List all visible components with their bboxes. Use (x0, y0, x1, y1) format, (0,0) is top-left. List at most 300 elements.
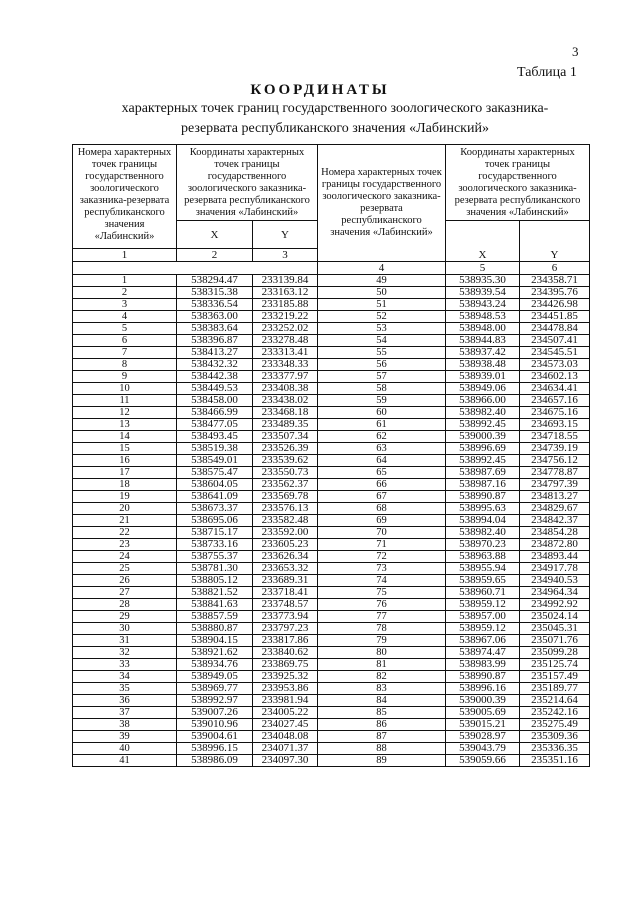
table-row (73, 731, 590, 743)
cell-n2: 69 (318, 515, 446, 527)
cell-y1: 234071.37 (253, 743, 318, 755)
x-axis-label-left: X (177, 221, 253, 249)
cell-x2: 538987.16 (446, 479, 520, 491)
cell-x1: 538992.97 (177, 695, 253, 707)
cell-y2: 234739.19 (520, 443, 590, 455)
cell-x1: 538996.15 (177, 743, 253, 755)
table-row (73, 671, 590, 683)
cell-y2: 234797.39 (520, 479, 590, 491)
cell-y2: 234813.27 (520, 491, 590, 503)
cell-n2: 56 (318, 359, 446, 371)
cell-y2: 234693.15 (520, 419, 590, 431)
table-row (73, 623, 590, 635)
cell-y1: 233953.86 (253, 683, 318, 695)
cell-y1: 233925.32 (253, 671, 318, 683)
cell-n1: 20 (73, 503, 177, 515)
cell-n2: 59 (318, 395, 446, 407)
table-row (73, 455, 590, 467)
cell-n2: 70 (318, 527, 446, 539)
cell-y1: 233773.94 (253, 611, 318, 623)
cell-n2: 55 (318, 347, 446, 359)
cell-y2: 234718.55 (520, 431, 590, 443)
cell-x2: 538959.65 (446, 575, 520, 587)
table-row (73, 635, 590, 647)
table-row (73, 347, 590, 359)
cell-y1: 233348.33 (253, 359, 318, 371)
cell-y1: 233408.38 (253, 383, 318, 395)
cell-y1: 233550.73 (253, 467, 318, 479)
cell-x1: 538493.45 (177, 431, 253, 443)
cell-x1: 538575.47 (177, 467, 253, 479)
cell-y2: 235071.76 (520, 635, 590, 647)
point-number-header-right: Номера характерных точек границы государственного зоологического заказника-резервата республиканского значения «Лабинский» (318, 145, 446, 262)
cell-n2: 71 (318, 539, 446, 551)
cell-y2: 234940.53 (520, 575, 590, 587)
cell-y2: 235045.31 (520, 623, 590, 635)
cell-x2: 538944.83 (446, 335, 520, 347)
cell-y2: 234842.37 (520, 515, 590, 527)
cell-n1: 25 (73, 563, 177, 575)
table-row (73, 275, 590, 287)
cell-x2: 538987.69 (446, 467, 520, 479)
cell-y2: 234358.71 (520, 275, 590, 287)
cell-n2: 68 (318, 503, 446, 515)
cell-x2: 538939.54 (446, 287, 520, 299)
cell-x1: 538673.37 (177, 503, 253, 515)
cell-y1: 233592.00 (253, 527, 318, 539)
table-row (73, 503, 590, 515)
cell-x1: 538857.59 (177, 611, 253, 623)
cell-y2: 234451.85 (520, 311, 590, 323)
cell-y1: 233869.75 (253, 659, 318, 671)
cell-n2: 84 (318, 695, 446, 707)
cell-x2: 538992.45 (446, 455, 520, 467)
cell-x1: 538841.63 (177, 599, 253, 611)
cell-y2: 235099.28 (520, 647, 590, 659)
cell-y2: 234545.51 (520, 347, 590, 359)
cell-n2: 82 (318, 671, 446, 683)
cell-y2: 234829.67 (520, 503, 590, 515)
cell-x1: 538733.16 (177, 539, 253, 551)
table-row (73, 551, 590, 563)
cell-x2: 538948.00 (446, 323, 520, 335)
cell-n2: 80 (318, 647, 446, 659)
cell-y1: 233840.62 (253, 647, 318, 659)
cell-n1: 1 (73, 275, 177, 287)
cell-n2: 79 (318, 635, 446, 647)
cell-x2: 538938.48 (446, 359, 520, 371)
table-row (73, 719, 590, 731)
cell-y2: 234917.78 (520, 563, 590, 575)
cell-y1: 234005.22 (253, 707, 318, 719)
cell-n2: 67 (318, 491, 446, 503)
col-number-1: 1 (73, 249, 177, 262)
cell-n1: 28 (73, 599, 177, 611)
cell-y1: 233981.94 (253, 695, 318, 707)
cell-x1: 539004.61 (177, 731, 253, 743)
cell-x2: 538935.30 (446, 275, 520, 287)
cell-x1: 539010.96 (177, 719, 253, 731)
cell-x1: 538442.38 (177, 371, 253, 383)
table-row (73, 683, 590, 695)
cell-y1: 233377.97 (253, 371, 318, 383)
cell-n2: 61 (318, 419, 446, 431)
cell-x1: 538934.76 (177, 659, 253, 671)
cell-y1: 233748.57 (253, 599, 318, 611)
cell-x1: 538969.77 (177, 683, 253, 695)
cell-y2: 234893.44 (520, 551, 590, 563)
cell-n2: 77 (318, 611, 446, 623)
cell-y2: 235189.77 (520, 683, 590, 695)
cell-y1: 233507.34 (253, 431, 318, 443)
cell-n2: 87 (318, 731, 446, 743)
cell-x1: 538949.05 (177, 671, 253, 683)
table-row (73, 407, 590, 419)
cell-y2: 234634.41 (520, 383, 590, 395)
cell-x2: 538974.47 (446, 647, 520, 659)
cell-y1: 233653.32 (253, 563, 318, 575)
cell-n2: 76 (318, 599, 446, 611)
y-axis-label-right: Y (520, 221, 590, 262)
cell-x2: 538970.23 (446, 539, 520, 551)
cell-y2: 234964.34 (520, 587, 590, 599)
coordinates-table (72, 144, 590, 767)
cell-y2: 234507.41 (520, 335, 590, 347)
col-number-6: 6 (520, 262, 590, 275)
cell-x2: 539000.39 (446, 695, 520, 707)
cell-n1: 5 (73, 323, 177, 335)
cell-x1: 538477.05 (177, 419, 253, 431)
cell-x1: 538458.00 (177, 395, 253, 407)
cell-y1: 233562.37 (253, 479, 318, 491)
col-number-4: 4 (318, 262, 446, 275)
cell-n2: 64 (318, 455, 446, 467)
cell-x1: 538294.47 (177, 275, 253, 287)
cell-x2: 538967.06 (446, 635, 520, 647)
cell-n2: 52 (318, 311, 446, 323)
document-title: КООРДИНАТЫ (250, 82, 390, 98)
table-row (73, 323, 590, 335)
cell-n1: 6 (73, 335, 177, 347)
point-number-header-left: Номера характерных точек границы государственного зоологического заказника-резервата республиканского значения «Лабинский» (73, 145, 177, 249)
table-row (73, 527, 590, 539)
cell-n1: 41 (73, 755, 177, 767)
cell-n2: 58 (318, 383, 446, 395)
cell-y1: 233468.18 (253, 407, 318, 419)
cell-n1: 35 (73, 683, 177, 695)
cell-y1: 234027.45 (253, 719, 318, 731)
table-body (73, 275, 590, 767)
cell-x1: 538432.32 (177, 359, 253, 371)
cell-x2: 538957.00 (446, 611, 520, 623)
cell-n2: 86 (318, 719, 446, 731)
cell-y1: 233278.48 (253, 335, 318, 347)
table-row (73, 563, 590, 575)
col-number-row-right (73, 262, 590, 275)
table-row (73, 539, 590, 551)
table-row (73, 587, 590, 599)
table-row (73, 755, 590, 767)
cell-x2: 538948.53 (446, 311, 520, 323)
cell-n1: 17 (73, 467, 177, 479)
cell-n1: 2 (73, 287, 177, 299)
cell-n1: 29 (73, 611, 177, 623)
cell-y2: 234854.28 (520, 527, 590, 539)
cell-x2: 538982.40 (446, 527, 520, 539)
cell-n1: 31 (73, 635, 177, 647)
cell-x1: 538466.99 (177, 407, 253, 419)
cell-y2: 234602.13 (520, 371, 590, 383)
cell-y1: 234097.30 (253, 755, 318, 767)
table-row (73, 611, 590, 623)
table-row (73, 479, 590, 491)
table-row (73, 467, 590, 479)
cell-n2: 60 (318, 407, 446, 419)
cell-n1: 14 (73, 431, 177, 443)
cell-x2: 538943.24 (446, 299, 520, 311)
cell-x1: 538641.09 (177, 491, 253, 503)
cell-y1: 233489.35 (253, 419, 318, 431)
cell-n1: 30 (73, 623, 177, 635)
cell-y1: 233689.31 (253, 575, 318, 587)
cell-n2: 73 (318, 563, 446, 575)
table-row (73, 359, 590, 371)
cell-y1: 233605.23 (253, 539, 318, 551)
cell-n2: 50 (318, 287, 446, 299)
cell-y1: 233797.23 (253, 623, 318, 635)
cell-x2: 538959.12 (446, 623, 520, 635)
cell-x1: 538604.05 (177, 479, 253, 491)
cell-n1: 24 (73, 551, 177, 563)
cell-y1: 233139.84 (253, 275, 318, 287)
cell-n1: 11 (73, 395, 177, 407)
cell-n1: 26 (73, 575, 177, 587)
table-row (73, 647, 590, 659)
cell-y1: 233219.22 (253, 311, 318, 323)
cell-n2: 81 (318, 659, 446, 671)
cell-n1: 18 (73, 479, 177, 491)
table-row (73, 707, 590, 719)
cell-n1: 15 (73, 443, 177, 455)
cell-y1: 233252.02 (253, 323, 318, 335)
cell-n1: 39 (73, 731, 177, 743)
cell-y2: 235309.36 (520, 731, 590, 743)
cell-y2: 234478.84 (520, 323, 590, 335)
spacer-cell (73, 262, 318, 275)
cell-y2: 235024.14 (520, 611, 590, 623)
cell-x1: 539007.26 (177, 707, 253, 719)
cell-y1: 233539.62 (253, 455, 318, 467)
cell-n1: 16 (73, 455, 177, 467)
cell-y2: 234395.76 (520, 287, 590, 299)
cell-n2: 53 (318, 323, 446, 335)
cell-n2: 88 (318, 743, 446, 755)
cell-x1: 538904.15 (177, 635, 253, 647)
cell-y1: 233313.41 (253, 347, 318, 359)
cell-x1: 538921.62 (177, 647, 253, 659)
table-row (73, 443, 590, 455)
table-row (73, 419, 590, 431)
cell-y2: 234675.16 (520, 407, 590, 419)
cell-y1: 233718.41 (253, 587, 318, 599)
cell-n2: 57 (318, 371, 446, 383)
cell-y2: 235336.35 (520, 743, 590, 755)
cell-y2: 234778.87 (520, 467, 590, 479)
col-number-3: 3 (253, 249, 318, 262)
table-row (73, 515, 590, 527)
cell-y1: 233185.88 (253, 299, 318, 311)
cell-y2: 235157.49 (520, 671, 590, 683)
cell-x1: 538315.38 (177, 287, 253, 299)
table-row (73, 431, 590, 443)
table-row (73, 383, 590, 395)
cell-n2: 63 (318, 443, 446, 455)
header-row (73, 145, 590, 221)
coordinates-header-left: Координаты характерных точек границы государственного зоологического заказника-резервата республиканского значения «Лабинский» (177, 145, 318, 221)
table-row (73, 299, 590, 311)
cell-n1: 4 (73, 311, 177, 323)
cell-y1: 233576.13 (253, 503, 318, 515)
cell-x2: 539015.21 (446, 719, 520, 731)
cell-x2: 538959.12 (446, 599, 520, 611)
cell-x1: 538986.09 (177, 755, 253, 767)
cell-y2: 235275.49 (520, 719, 590, 731)
document-subtitle: характерных точек границ государственного зоологического заказника-резервата республиканского значения «Лабинский» (121, 101, 549, 136)
cell-n2: 89 (318, 755, 446, 767)
cell-x2: 538994.04 (446, 515, 520, 527)
cell-x2: 538963.88 (446, 551, 520, 563)
cell-n1: 21 (73, 515, 177, 527)
cell-x2: 538937.42 (446, 347, 520, 359)
cell-n2: 62 (318, 431, 446, 443)
cell-y2: 234657.16 (520, 395, 590, 407)
table-row (73, 335, 590, 347)
cell-y2: 235242.16 (520, 707, 590, 719)
table-row (73, 491, 590, 503)
cell-y2: 234872.80 (520, 539, 590, 551)
cell-x2: 539005.69 (446, 707, 520, 719)
cell-x1: 538449.53 (177, 383, 253, 395)
cell-x1: 538821.52 (177, 587, 253, 599)
table-row (73, 575, 590, 587)
cell-x2: 539059.66 (446, 755, 520, 767)
cell-x2: 538982.40 (446, 407, 520, 419)
table-row (73, 695, 590, 707)
x-axis-label-right: X (446, 221, 520, 262)
cell-y1: 233526.39 (253, 443, 318, 455)
cell-x1: 538519.38 (177, 443, 253, 455)
cell-n2: 74 (318, 575, 446, 587)
cell-y1: 233438.02 (253, 395, 318, 407)
col-number-5: 5 (446, 262, 520, 275)
cell-x1: 538549.01 (177, 455, 253, 467)
cell-y2: 235351.16 (520, 755, 590, 767)
cell-y2: 234426.98 (520, 299, 590, 311)
cell-n2: 66 (318, 479, 446, 491)
cell-n2: 65 (318, 467, 446, 479)
cell-n1: 10 (73, 383, 177, 395)
cell-x2: 538939.01 (446, 371, 520, 383)
cell-n1: 13 (73, 419, 177, 431)
cell-n2: 49 (318, 275, 446, 287)
col-number-2: 2 (177, 249, 253, 262)
cell-n1: 7 (73, 347, 177, 359)
table-row (73, 287, 590, 299)
cell-x2: 538990.87 (446, 491, 520, 503)
cell-n2: 54 (318, 335, 446, 347)
table-row (73, 395, 590, 407)
cell-n1: 32 (73, 647, 177, 659)
table-row (73, 311, 590, 323)
cell-y2: 235125.74 (520, 659, 590, 671)
cell-x1: 538755.37 (177, 551, 253, 563)
cell-n1: 33 (73, 659, 177, 671)
cell-n1: 23 (73, 539, 177, 551)
cell-x2: 538966.00 (446, 395, 520, 407)
cell-y1: 233817.86 (253, 635, 318, 647)
cell-n1: 34 (73, 671, 177, 683)
cell-x2: 538960.71 (446, 587, 520, 599)
cell-n1: 19 (73, 491, 177, 503)
cell-x2: 538992.45 (446, 419, 520, 431)
cell-n1: 3 (73, 299, 177, 311)
table-row (73, 599, 590, 611)
cell-n1: 40 (73, 743, 177, 755)
cell-n2: 85 (318, 707, 446, 719)
cell-y2: 234573.03 (520, 359, 590, 371)
cell-x2: 538955.94 (446, 563, 520, 575)
cell-x2: 539000.39 (446, 431, 520, 443)
table-row (73, 371, 590, 383)
coordinates-header-right: Координаты характерных точек границы государственного зоологического заказника-резервата республиканского значения «Лабинский» (446, 145, 590, 221)
cell-x2: 539043.79 (446, 743, 520, 755)
cell-x1: 538695.06 (177, 515, 253, 527)
cell-x1: 538363.00 (177, 311, 253, 323)
cell-y1: 233569.78 (253, 491, 318, 503)
cell-x2: 538996.16 (446, 683, 520, 695)
cell-x2: 538995.63 (446, 503, 520, 515)
table-row (73, 659, 590, 671)
cell-x1: 538396.87 (177, 335, 253, 347)
cell-n2: 78 (318, 623, 446, 635)
cell-n2: 51 (318, 299, 446, 311)
cell-n1: 12 (73, 407, 177, 419)
cell-x1: 538413.27 (177, 347, 253, 359)
cell-y1: 233582.48 (253, 515, 318, 527)
cell-x2: 538949.06 (446, 383, 520, 395)
cell-x1: 538880.87 (177, 623, 253, 635)
cell-y2: 234992.92 (520, 599, 590, 611)
cell-y2: 235214.64 (520, 695, 590, 707)
cell-x2: 538983.99 (446, 659, 520, 671)
cell-n1: 37 (73, 707, 177, 719)
cell-x2: 539028.97 (446, 731, 520, 743)
table-row (73, 743, 590, 755)
cell-x2: 538990.87 (446, 671, 520, 683)
cell-y1: 233163.12 (253, 287, 318, 299)
cell-x1: 538336.54 (177, 299, 253, 311)
cell-n1: 36 (73, 695, 177, 707)
cell-y1: 234048.08 (253, 731, 318, 743)
cell-x1: 538715.17 (177, 527, 253, 539)
cell-n2: 83 (318, 683, 446, 695)
cell-n1: 8 (73, 359, 177, 371)
cell-y2: 234756.12 (520, 455, 590, 467)
cell-n2: 75 (318, 587, 446, 599)
page-number: 3 (572, 44, 579, 59)
cell-x1: 538383.64 (177, 323, 253, 335)
table-label: Таблица 1 (517, 65, 577, 80)
